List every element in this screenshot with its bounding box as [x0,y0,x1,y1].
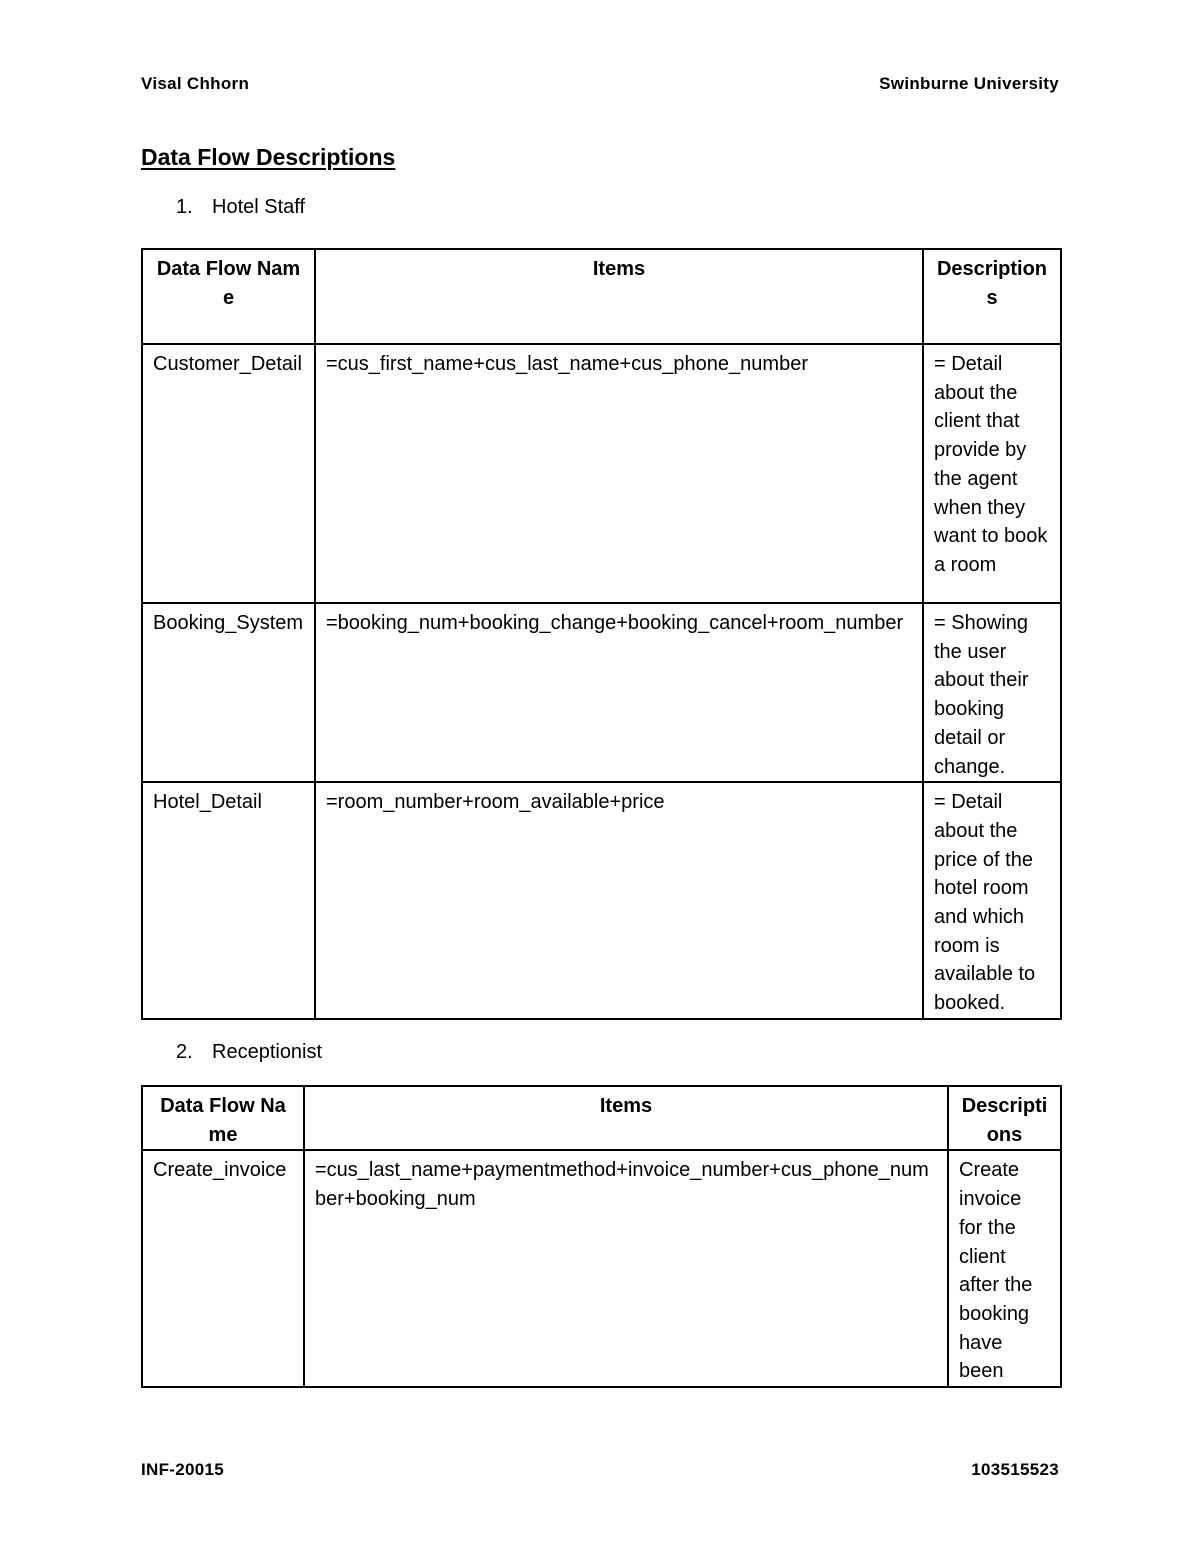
column-header-descriptions: Descriptions [948,1086,1061,1150]
data-flow-name-cell: Customer_Detail [142,344,315,603]
data-flow-items-cell: =booking_num+booking_change+booking_cancel+room_number [315,603,923,782]
table-row [142,1150,1061,1387]
footer-unit-code: INF-20015 [141,1460,225,1479]
data-flow-description-cell: = Detail about the client that provide by the agent when they want to book a room [923,344,1061,603]
section-title: Receptionist [212,1041,323,1063]
data-flow-description-cell: Create invoice for the client after the booking have been [948,1150,1061,1387]
section-heading-hotel-staff [176,196,305,219]
receptionist-table [141,1085,1062,1388]
data-flow-name-cell: Create_invoice [142,1150,304,1387]
document-title: Data Flow Descriptions [141,144,396,170]
section-number: 2. [176,1041,193,1063]
table-row [142,344,1061,603]
hotel-staff-table [141,248,1062,1020]
section-title: Hotel Staff [212,196,306,218]
table-header-row [142,249,1061,344]
section-heading-receptionist [176,1041,322,1064]
header-author: Visal Chhorn [141,74,250,93]
data-flow-name-cell: Booking_System [142,603,315,782]
table-row [142,782,1061,1019]
data-flow-name-cell: Hotel_Detail [142,782,315,1019]
column-header-descriptions: Descriptions [923,249,1061,344]
data-flow-description-cell: = Showing the user about their booking detail or change. [923,603,1061,782]
data-flow-items-cell: =cus_last_name+paymentmethod+invoice_number+cus_phone_number+booking_num [304,1150,948,1387]
data-flow-items-cell: =cus_first_name+cus_last_name+cus_phone_number [315,344,923,603]
table-header-row [142,1086,1061,1150]
footer-student-id: 103515523 [971,1460,1059,1479]
column-header-name: Data Flow Name [142,1086,304,1150]
column-header-items: Items [315,249,923,344]
table-row [142,603,1061,782]
section-number: 1. [176,196,193,218]
column-header-name: Data Flow Name [142,249,315,344]
data-flow-items-cell: =room_number+room_available+price [315,782,923,1019]
column-header-items: Items [304,1086,948,1150]
data-flow-description-cell: = Detail about the price of the hotel room and which room is available to booked. [923,782,1061,1019]
header-institution: Swinburne University [879,74,1059,93]
